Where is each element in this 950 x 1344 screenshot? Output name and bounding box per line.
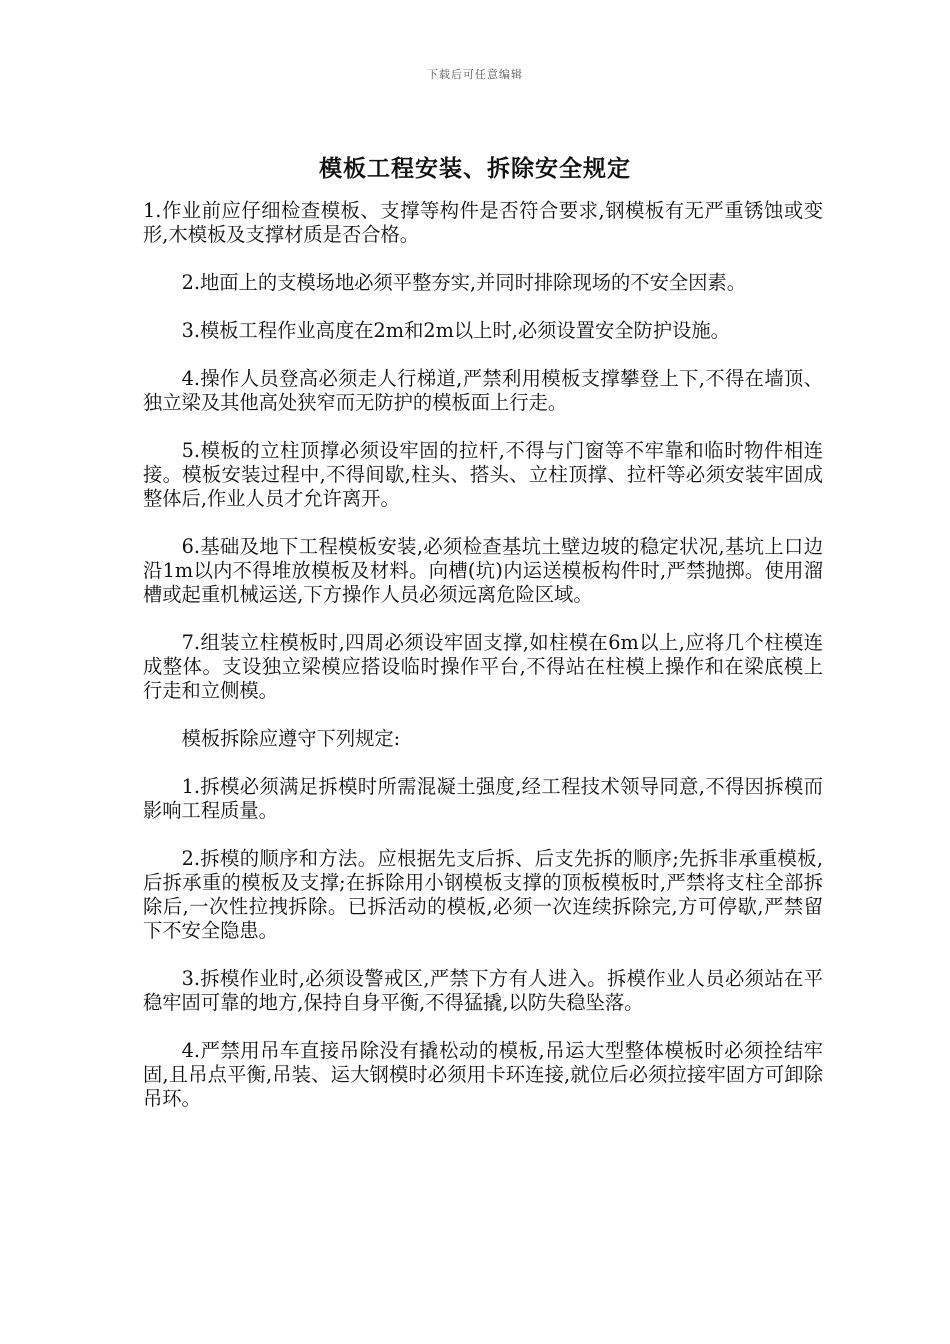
paragraph-item-2: 2.地面上的支模场地必须平整夯实,并同时排除现场的不安全因素。 (181, 271, 746, 294)
removal-item-3: 3.拆模作业时,必须设警戒区,严禁下方有人进入。拆模作业人员必须站在平稳牢固可靠的地方,保持自身平衡,不得猛撬,以防失稳坠落。 (143, 967, 823, 1014)
paragraph-item-4: 4.操作人员登高必须走人行梯道,严禁利用模板支撑攀登上下,不得在墙顶、独立梁及其他高处狭窄而无防护的模板面上行走。 (143, 367, 823, 414)
paragraph-item-5: 5.模板的立柱顶撑必须设牢固的拉杆,不得与门窗等不牢靠和临时物件相连接。模板安装过程中,不得间歇,柱头、搭头、立柱顶撑、拉杆等必须安装牢固成整体后,作业人员才允许离开。 (143, 439, 823, 510)
removal-item-2: 2.拆模的顺序和方法。应根据先支后拆、后支先拆的顺序;先拆非承重模板,后拆承重的模板及支撑;在拆除用小钢模板支撑的顶板模板时,严禁将支柱全部拆除后,一次性拉拽拆除。已拆活动的模板,必须一次连续拆除完,方可停歇,严禁留下不安全隐患。 (143, 847, 823, 942)
document-title: 模板工程安装、拆除安全规定 (319, 155, 631, 182)
removal-item-1: 1.拆模必须满足拆模时所需混凝土强度,经工程技术领导同意,不得因拆模而影响工程质量。 (143, 775, 823, 822)
header-note: 下载后可任意编辑 (427, 68, 523, 81)
paragraph-item-6: 6.基础及地下工程模板安装,必须检查基坑土壁边坡的稳定状况,基坑上口边沿1m以内不得堆放模板及材料。向槽(坑)内运送模板构件时,严禁抛掷。使用溜槽或起重机械运送,下方操作人员必须远离危险区域。 (143, 535, 823, 606)
paragraph-item-7: 7.组装立柱模板时,四周必须设牢固支撑,如柱模在6m以上,应将几个柱模连成整体。支设独立梁模应搭设临时操作平台,不得站在柱模上操作和在梁底模上行走和立侧模。 (143, 631, 823, 702)
removal-item-4: 4.严禁用吊车直接吊除没有撬松动的模板,吊运大型整体模板时必须拴结牢固,且吊点平衡,吊装、运大钢模时必须用卡环连接,就位后必须拉接牢固方可卸除吊环。 (143, 1039, 823, 1110)
paragraph-item-3: 3.模板工程作业高度在2m和2m以上时,必须设置安全防护设施。 (181, 319, 730, 342)
section-heading-removal: 模板拆除应遵守下列规定: (181, 727, 401, 750)
paragraph-item-1: 1.作业前应仔细检查模板、支撑等构件是否符合要求,钢模板有无严重锈蚀或变形,木模板及支撑材质是否合格。 (143, 199, 823, 246)
document-body (143, 199, 823, 1135)
